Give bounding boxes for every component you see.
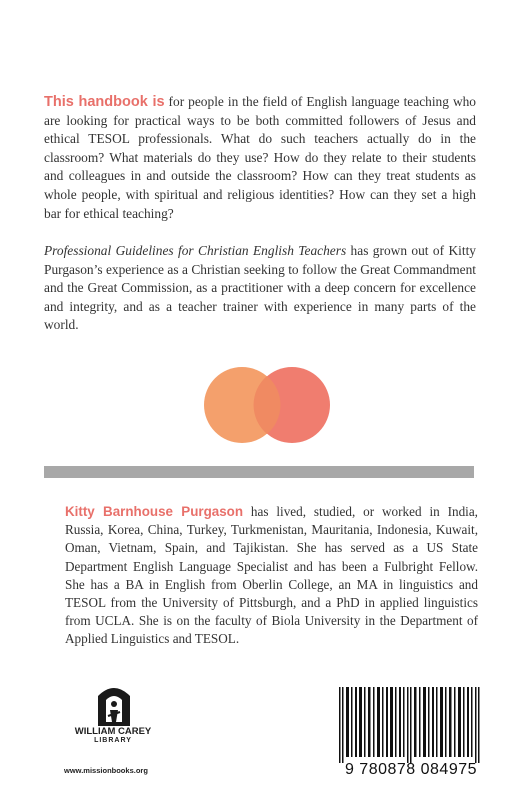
overlapping-circles-emblem	[200, 365, 340, 445]
barcode-digits: 9 780878 084975	[344, 761, 478, 778]
book-title: Professional Guidelines for Christian English Teachers	[44, 243, 347, 258]
barcode-bars	[337, 687, 487, 763]
author-bio-text: has lived, studied, or worked in India, Russia, Korea, China, Turkey, Turkmenistan, Mauritania, Indonesia, Kuwait, Oman, Vietnam, Spain, and Tajikistan. She has served as a US State Department English Language Specialist and has been a Fulbright Fellow. She has a BA in English from Oberlin College, an MA in linguistics and TESOL from the University of Pittsburgh, and a PhD in applied linguistics from UCLA. She is on the faculty of Biola University in the Department of Applied Linguistics and TESOL.	[65, 504, 478, 647]
author-name: Kitty Barnhouse Purgason	[65, 504, 244, 519]
intro-text: for people in the field of English language teaching who are looking for practical ways to be both committed followers of Jesus and ethical TESOL professionals. What do such teachers actually do in the classroom? What materials do they use? How do they relate to their students and colleagues in and outside the classroom? How can they treat students as whole people, with spiritual and religious identities? How can they set a high bar for ethical teaching?	[44, 94, 477, 221]
william-carey-library-logo	[86, 682, 142, 726]
publisher-url: www.missionbooks.org	[64, 766, 148, 775]
intro-lead: This handbook is	[44, 94, 165, 110]
origin-paragraph	[44, 242, 476, 335]
publisher-name: WILLIAM CAREY	[74, 726, 152, 737]
author-bio	[65, 503, 478, 649]
section-divider	[44, 466, 474, 478]
intro-paragraph	[44, 93, 476, 223]
publisher-sub: LIBRARY	[94, 737, 132, 744]
isbn-barcode	[327, 681, 494, 785]
origin-text: has grown out of Kitty Purgason’s experience as a Christian seeking to follow the Great Commandment and the Great Commission, as a practitioner with a deep concern for excellence and integrity, and as a teacher trainer with experience in many parts of the world.	[44, 243, 476, 333]
